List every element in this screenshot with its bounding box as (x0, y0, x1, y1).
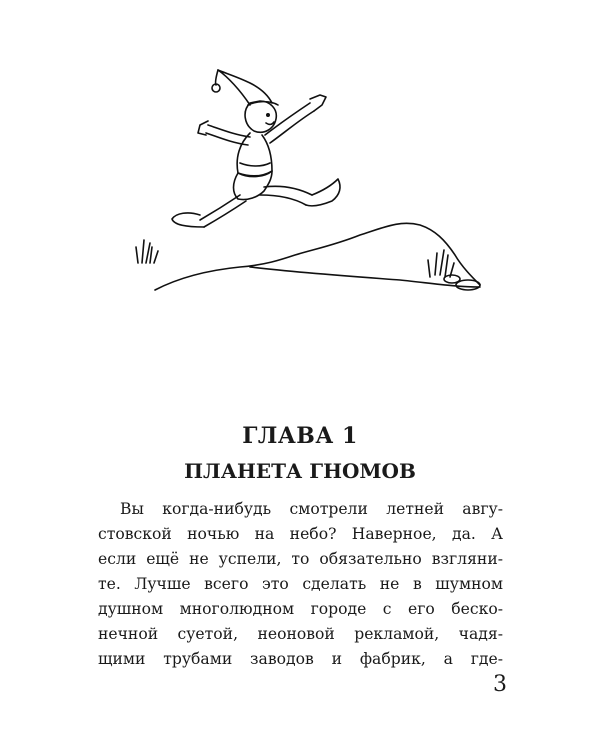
chapter-number: ГЛАВА 1 (242, 423, 358, 449)
body-line: стовской ночью на небо? Наверное, да. А (98, 525, 503, 543)
page-number: 3 (493, 672, 507, 697)
body-line: нечной суетой, неоновой рекламой, чадя- (98, 625, 503, 643)
gnome-illustration (100, 55, 500, 315)
chapter-title: ПЛАНЕТА ГНОМОВ (184, 459, 416, 483)
body-paragraph (98, 497, 503, 672)
body-line: Вы когда-нибудь смотрели летней авгу- (120, 500, 503, 518)
body-line: щими трубами заводов и фабрик, а где- (98, 650, 503, 668)
body-line: если ещё не успели, то обязательно взгляни- (98, 550, 503, 568)
body-line: те. Лучше всего это сделать не в шумном (98, 575, 503, 593)
body-line: душном многолюдном городе с его беско- (98, 600, 503, 618)
jumping-gnome-icon (100, 55, 500, 315)
